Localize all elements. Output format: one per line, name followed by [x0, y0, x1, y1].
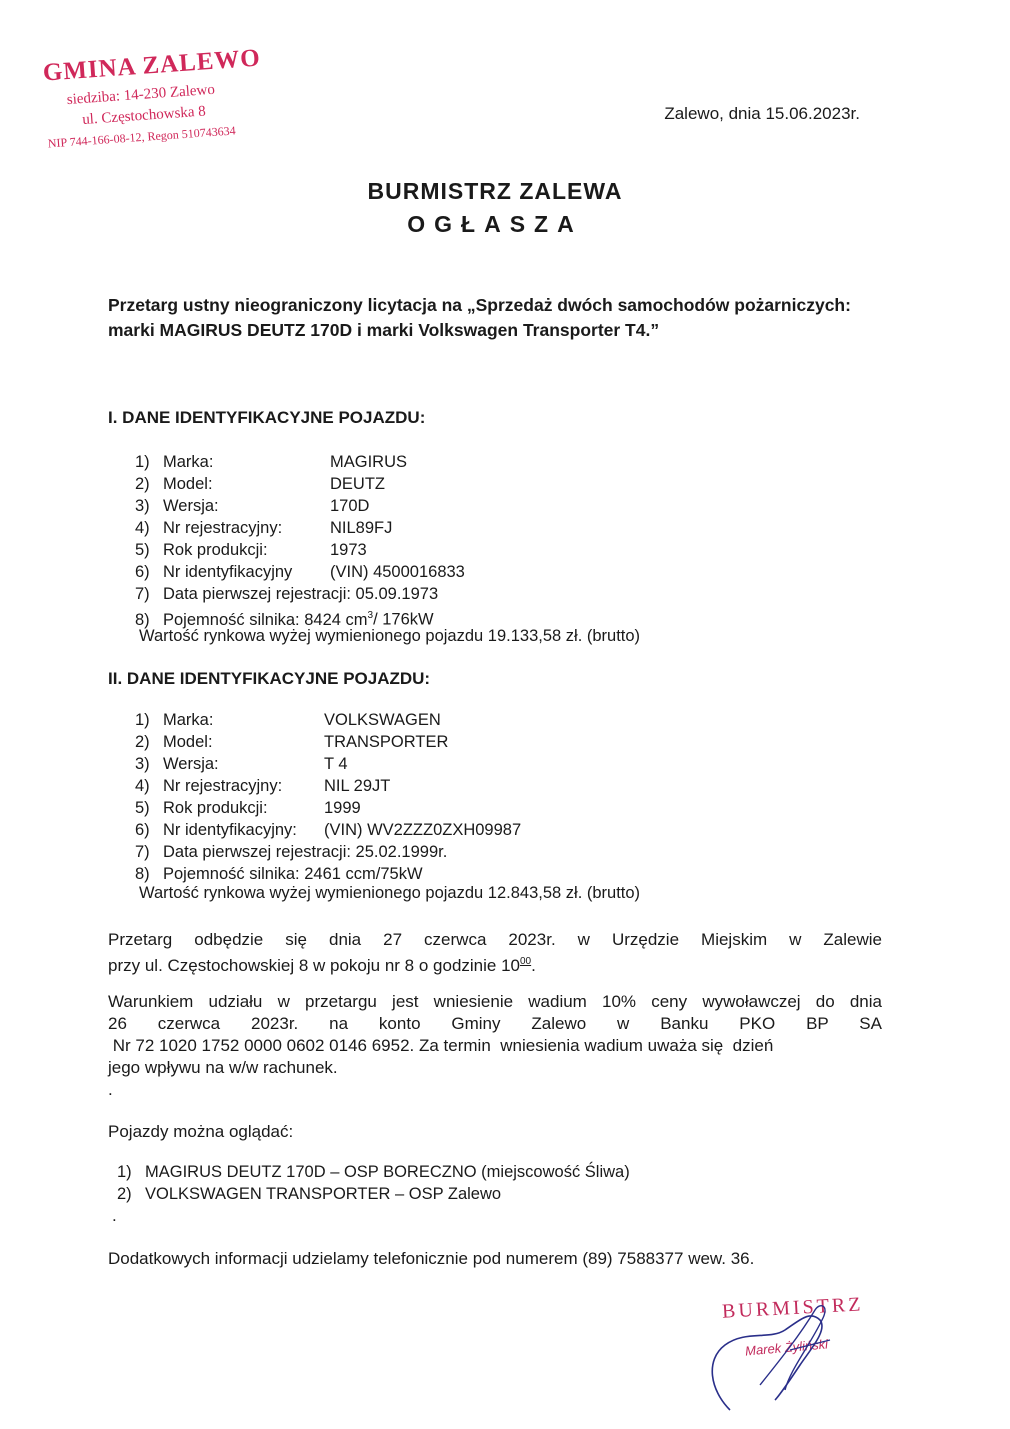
signature-title: BURMISTRZ: [721, 1293, 864, 1323]
market-value-vehicle-2: Wartość rynkowa wyżej wymienionego pojazdu 12.843,58 zł. (brutto): [139, 884, 641, 902]
item-label: Nr identyfikacyjny:: [163, 821, 297, 839]
deposit-paragraph: [108, 991, 882, 1101]
list-item: [135, 517, 393, 539]
item-value: MAGIRUS: [330, 453, 408, 471]
stamp-nip-line: NIP 744-166-08-12, Regon 510743634: [47, 123, 237, 151]
auction-paragraph: [108, 929, 882, 977]
item-text: VOLKSWAGEN TRANSPORTER – OSP Zalewo: [145, 1185, 502, 1203]
item-number: 7): [135, 585, 150, 603]
item-number: 1): [135, 453, 150, 471]
item-label: Rok produkcji:: [163, 799, 268, 817]
item-value: (VIN) 4500016833: [330, 563, 465, 581]
item-number: 7): [135, 843, 150, 861]
item-value: (VIN) WV2ZZZ0ZXH09987: [324, 821, 522, 839]
item-value: TRANSPORTER: [324, 733, 449, 751]
stamp-title: GMINA ZALEWO: [41, 44, 262, 87]
item-label: Rok produkcji:: [163, 541, 268, 559]
list-item: [135, 473, 385, 495]
item-number: 5): [135, 799, 150, 817]
list-item: [135, 731, 449, 753]
item-value: NIL 29JT: [324, 777, 391, 795]
list-item: [135, 753, 348, 775]
item-number: 8): [135, 865, 150, 883]
item-number: 4): [135, 777, 150, 795]
item-label: Wersja:: [163, 497, 219, 515]
paragraph-line: Warunkiem udziału w przetargu jest wniesienie wadium 10% ceny wywoławczej do dnia: [108, 992, 882, 1011]
item-value: T 4: [324, 755, 348, 773]
item-label: Data pierwszej rejestracji: 25.02.1999r.: [163, 843, 448, 861]
list-item: [135, 775, 391, 797]
market-value-vehicle-1: Wartość rynkowa wyżej wymienionego pojazdu 19.133,58 zł. (brutto): [139, 627, 641, 645]
list-item: [135, 841, 447, 863]
item-number: 4): [135, 519, 150, 537]
document-date: Zalewo, dnia 15.06.2023r.: [664, 104, 860, 123]
municipality-stamp: [38, 43, 294, 160]
paragraph-line: Przetarg odbędzie się dnia 27 czerwca 2023r. w Urzędzie Miejskim w Zalewie: [108, 930, 882, 949]
list-item: [117, 1185, 501, 1204]
stamp-street-line: ul. Częstochowska 8: [81, 103, 207, 129]
paragraph-end: .: [531, 956, 536, 975]
item-label: Pojemność silnika: 8424 cm: [163, 610, 368, 629]
signature-stroke: [712, 1316, 822, 1410]
item-value: VOLKSWAGEN: [324, 711, 441, 729]
list-item: [135, 561, 465, 583]
list-item: [135, 709, 441, 731]
item-value: NIL89FJ: [330, 519, 393, 537]
section-title-vehicle-2: II. DANE IDENTYFIKACYJNE POJAZDU:: [108, 669, 431, 688]
list-item: [135, 539, 367, 561]
handwritten-signature: [690, 1290, 850, 1420]
item-value: / 176kW: [373, 610, 434, 629]
list-item: [135, 797, 361, 819]
list-item: [135, 495, 370, 517]
item-number: 1): [117, 1163, 132, 1181]
list-item: [135, 451, 408, 473]
item-number: 5): [135, 541, 150, 559]
list-item: [135, 819, 522, 841]
signature-name: Marek Żyliński: [744, 1336, 829, 1359]
item-number: 2): [117, 1185, 132, 1203]
superscript: 3: [367, 610, 374, 621]
time-superscript: 00: [520, 956, 532, 967]
section-title-vehicle-1: I. DANE IDENTYFIKACYJNE POJAZDU:: [108, 408, 426, 427]
item-number: 1): [135, 711, 150, 729]
stamp-address-line: siedziba: 14-230 Zalewo: [66, 81, 216, 109]
item-value: 170D: [330, 497, 370, 515]
list-item: [117, 1163, 630, 1182]
viewing-title: Pojazdy można oglądać:: [108, 1122, 294, 1141]
auction-subject: Przetarg ustny nieograniczony licytacja na „Sprzedaż dwóch samochodów pożarniczych: marki MAGIRUS DEUTZ 170D i marki Volkswagen Transporter T4.”: [108, 295, 851, 340]
item-label: Model:: [163, 475, 213, 493]
item-number: 2): [135, 475, 150, 493]
item-label: Marka:: [163, 711, 214, 729]
paragraph-line: 26 czerwca 2023r. na konto Gminy Zalewo w Banku PKO BP SA: [108, 1014, 882, 1033]
item-number: 2): [135, 733, 150, 751]
item-number: 6): [135, 563, 150, 581]
paragraph-line: [108, 951, 882, 977]
item-label: Pojemność silnika: 2461 ccm/75kW: [163, 865, 423, 883]
item-label: Model:: [163, 733, 213, 751]
item-value: 1999: [324, 799, 361, 817]
paragraph-line: Nr 72 1020 1752 0000 0602 0146 6952. Za termin wniesienia wadium uważa się dzień: [108, 1036, 774, 1055]
item-number: 3): [135, 497, 150, 515]
item-label: Wersja:: [163, 755, 219, 773]
contact-info: Dodatkowych informacji udzielamy telefonicznie pod numerem (89) 7588377 wew. 36.: [108, 1249, 755, 1268]
page-subtitle: OGŁASZA: [407, 211, 583, 237]
paragraph-text: przy ul. Częstochowskiej 8 w pokoju nr 8 o godzinie 10: [108, 956, 520, 975]
list-item: [135, 605, 434, 627]
item-value: DEUTZ: [330, 475, 385, 493]
item-number: 8): [135, 610, 150, 629]
item-label: Nr rejestracyjny:: [163, 777, 283, 795]
list-item: [135, 863, 423, 885]
paragraph-dot: .: [108, 1080, 113, 1099]
page-title: BURMISTRZ ZALEWA: [367, 178, 623, 204]
item-text: MAGIRUS DEUTZ 170D – OSP BORECZNO (miejscowość Śliwa): [145, 1163, 630, 1181]
item-number: 6): [135, 821, 150, 839]
paragraph-line: jego wpływu na w/w rachunek.: [108, 1058, 338, 1077]
list-dot: .: [112, 1206, 117, 1225]
item-label: Marka:: [163, 453, 214, 471]
item-label: Nr rejestracyjny:: [163, 519, 283, 537]
list-item: [135, 583, 438, 605]
item-label: Data pierwszej rejestracji: 05.09.1973: [163, 585, 439, 603]
item-number: 3): [135, 755, 150, 773]
item-value: 1973: [330, 541, 367, 559]
item-label: Nr identyfikacyjny: [163, 563, 293, 581]
